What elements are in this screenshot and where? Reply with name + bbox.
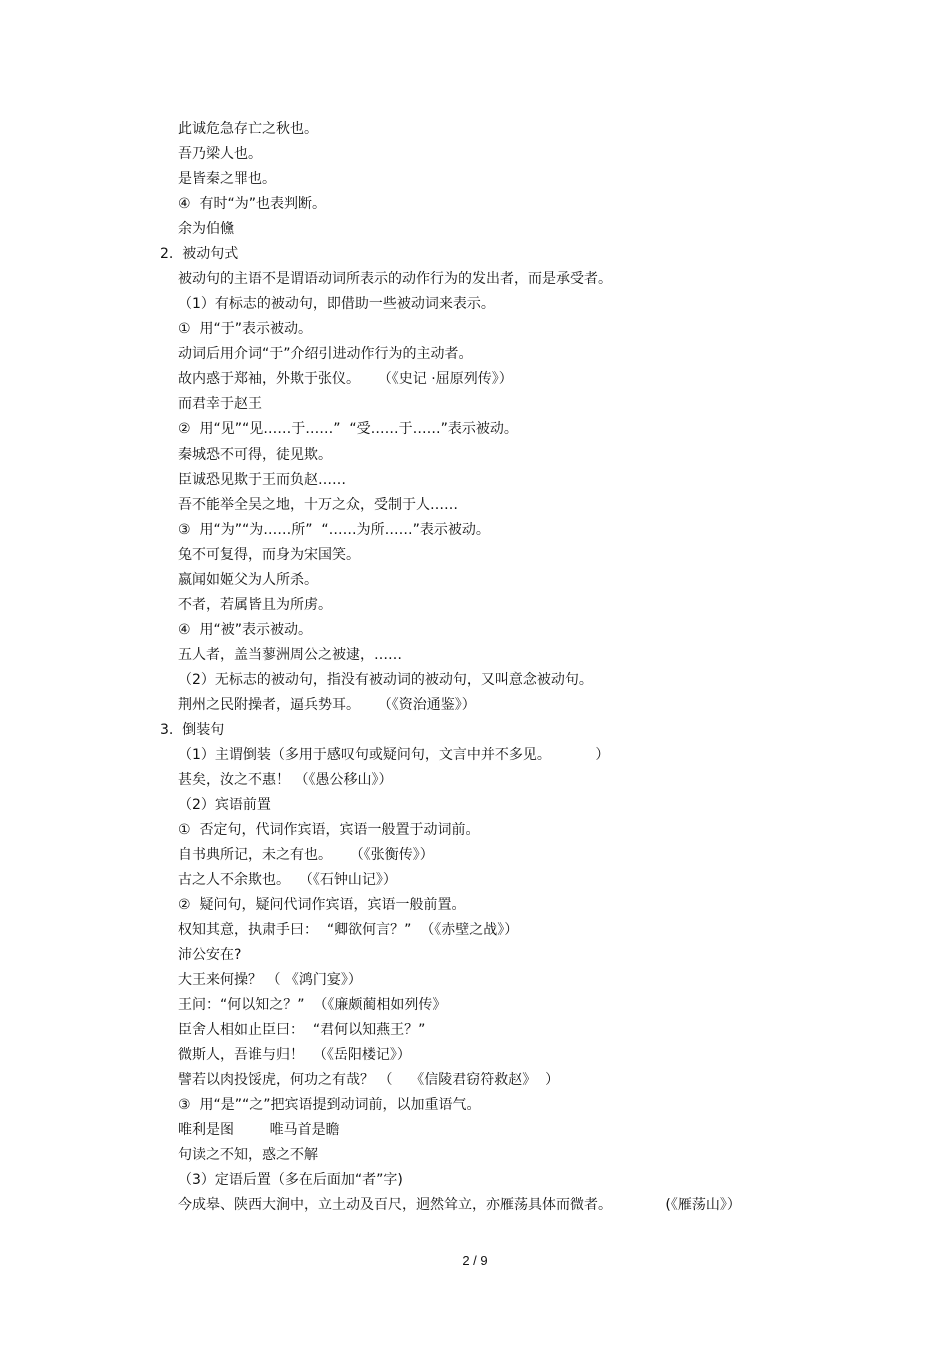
- text-line: 此诚危急存亡之秋也。: [178, 121, 318, 137]
- text-line: 唯利是图 唯马首是瞻: [178, 1122, 340, 1138]
- text-line: 句读之不知，惑之不解: [178, 1147, 318, 1163]
- text-line: ① 否定句，代词作宾语，宾语一般置于动词前。: [178, 822, 480, 838]
- text-line: 臣舍人相如止臣曰： “君何以知燕王？”: [178, 1022, 426, 1038]
- text-line: 不者，若属皆且为所虏。: [178, 597, 332, 613]
- text-line: 被动句的主语不是谓语动词所表示的动作行为的发出者，而是承受者。: [178, 271, 612, 287]
- text-line: 微斯人，吾谁与归！ （《岳阳楼记》）: [178, 1047, 411, 1063]
- text-line: 沛公安在?: [178, 947, 242, 963]
- text-line: 王问：“何以知之？” （《廉颇蔺相如列传》: [178, 997, 447, 1013]
- subsection-heading: （2）无标志的被动句，指没有被动词的被动句，又叫意念被动句。: [178, 672, 593, 688]
- text-line: 自书典所记，未之有也。 （《张衡传》）: [178, 847, 434, 863]
- text-line: 五人者，盖当蓼洲周公之被逮，……: [178, 647, 402, 663]
- text-line: 臣诚恐见欺于王而负赵……: [178, 472, 346, 488]
- text-line: 古之人不余欺也。 （《石钟山记》）: [178, 872, 397, 888]
- text-line: 吾乃梁人也。: [178, 146, 262, 162]
- text-line: 权知其意，执肃手曰： “卿欲何言？” （《赤壁之战》）: [178, 922, 519, 938]
- subsection-heading: （3）定语后置（多在后面加“者”字): [178, 1172, 403, 1188]
- text-line: 兔不可复得，而身为宋国笑。: [178, 547, 360, 563]
- subsection-heading: （1）有标志的被动句，即借助一些被动词来表示。: [178, 296, 495, 312]
- text-line: 嬴闻如姬父为人所杀。: [178, 572, 318, 588]
- text-line: 譬若以肉投馁虎，何功之有哉？ （ 《信陵君窃符救赵》 ）: [178, 1072, 560, 1088]
- text-line: ③ 用“是”“之”把宾语提到动词前，以加重语气。: [178, 1097, 481, 1113]
- text-line: ④ 有时“为”也表判断。: [178, 196, 326, 212]
- text-line: 是皆秦之罪也。: [178, 171, 276, 187]
- text-line: 余为伯儵: [178, 221, 234, 237]
- section-heading: 3. 倒装句: [160, 722, 225, 738]
- text-line: 甚矣，汝之不惠！ （《愚公移山》）: [178, 772, 393, 788]
- text-line: 动词后用介词“于”介绍引进动作行为的主动者。: [178, 346, 473, 362]
- subsection-heading: （1）主谓倒装（多用于感叹句或疑问句，文言中并不多见。 ）: [178, 747, 610, 763]
- text-line: 大王来何操？ （ 《鸿门宴》）: [178, 972, 362, 988]
- text-line: 秦城恐不可得，徒见欺。: [178, 447, 332, 463]
- text-line: 荆州之民附操者，逼兵势耳。 （《资治通鉴》）: [178, 697, 476, 713]
- text-line: 故内惑于郑袖，外欺于张仪。 （《史记 ·屈原列传》）: [178, 371, 513, 387]
- text-line: ③ 用“为”“为……所” “……为所……”表示被动。: [178, 522, 490, 538]
- text-line: ④ 用“被”表示被动。: [178, 622, 312, 638]
- text-line: ② 用“见”“见……于……” “受……于……”表示被动。: [178, 421, 518, 437]
- section-heading: 2. 被动句式: [160, 246, 239, 262]
- text-line: 而君幸于赵王: [178, 396, 262, 412]
- text-line: 吾不能举全吴之地，十万之众，受制于人……: [178, 497, 458, 513]
- text-line: ① 用“于”表示被动。: [178, 321, 312, 337]
- text-line: ② 疑问句，疑问代词作宾语，宾语一般前置。: [178, 897, 466, 913]
- subsection-heading: （2）宾语前置: [178, 797, 271, 813]
- page-number: 2 / 9: [462, 1253, 488, 1268]
- text-line: 今成皋、陕西大涧中，立土动及百尺，迥然耸立，亦雁荡具体而微者。 (《雁荡山》）: [178, 1197, 741, 1213]
